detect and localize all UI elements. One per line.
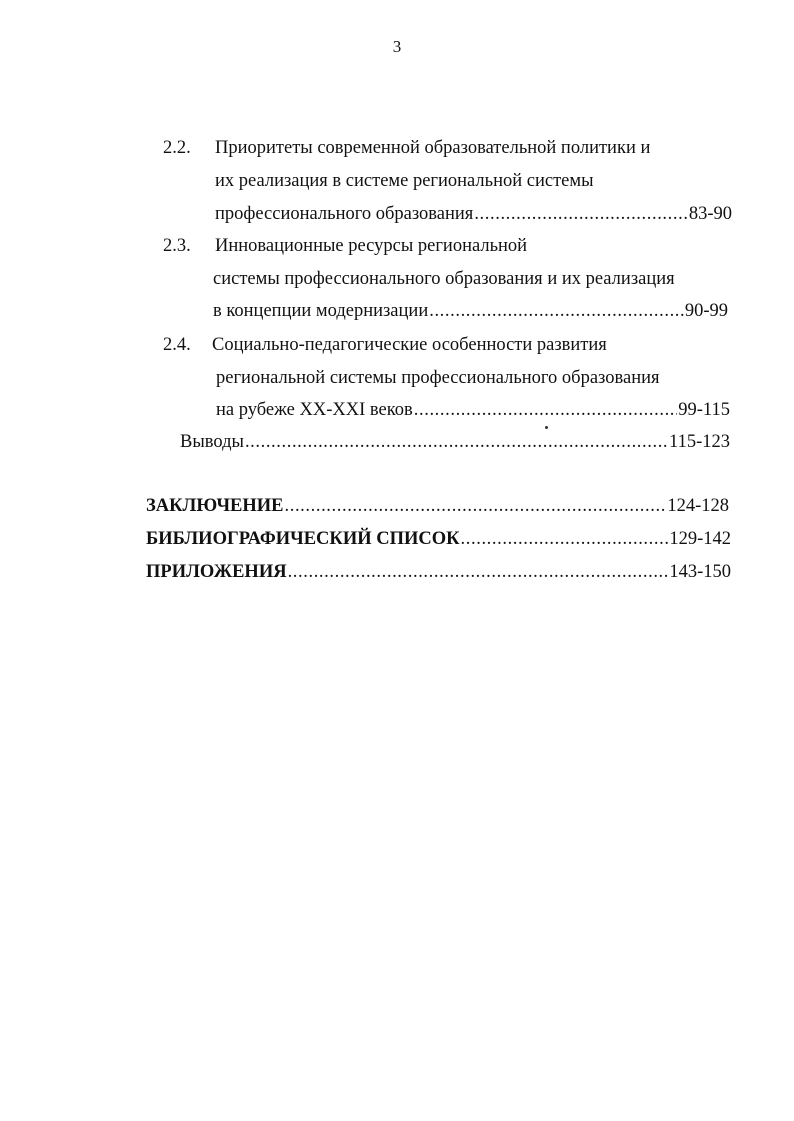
conclusion-label: ЗАКЛЮЧЕНИЕ (146, 496, 284, 516)
toc-leader-line (216, 398, 730, 422)
page-range: 99-115 (678, 400, 730, 420)
dot-leader (429, 299, 684, 323)
page-range: 115-123 (669, 432, 730, 452)
section-title-line: Приоритеты современной образовательной политики и (215, 138, 651, 158)
page-range: 90-99 (684, 301, 728, 321)
section-title-line: региональной системы профессионального образования (216, 368, 660, 388)
toc-entry-conclusions (180, 430, 730, 454)
page-number: 3 (392, 37, 402, 56)
toc-entry-bibliography (146, 527, 731, 551)
section-title-line: системы профессионального образования и их реализация (213, 269, 675, 289)
page-range: 143-150 (669, 562, 731, 582)
page-range: 129-142 (669, 529, 731, 549)
section-title-line: профессионального образования (215, 204, 474, 224)
toc-entry-appendices (146, 560, 731, 584)
toc-leader-line (213, 299, 728, 323)
dot-leader (288, 560, 669, 584)
scan-speck (545, 426, 548, 429)
bibliography-label: БИБЛИОГРАФИЧЕСКИЙ СПИСОК (146, 529, 460, 549)
dot-leader (285, 494, 667, 518)
section-title-line: на рубеже XX-XXI веков (216, 400, 413, 420)
section-title-line: их реализация в системе региональной системы (215, 171, 594, 191)
dot-leader (461, 527, 669, 551)
toc-leader-line (215, 202, 732, 226)
appendices-label: ПРИЛОЖЕНИЯ (146, 562, 287, 582)
dot-leader (245, 430, 668, 454)
conclusions-label: Выводы (180, 432, 244, 452)
section-number: 2.4. (163, 335, 191, 355)
dot-leader (474, 202, 688, 226)
section-title-line: в концепции модернизации (213, 301, 429, 321)
section-title-line: Социально-педагогические особенности развития (212, 335, 607, 355)
page-range: 124-128 (667, 496, 729, 516)
section-number: 2.3. (163, 236, 191, 256)
section-title-line: Инновационные ресурсы региональной (215, 236, 528, 256)
section-number: 2.2. (163, 138, 191, 158)
dot-leader (414, 398, 678, 422)
toc-entry-conclusion (146, 494, 729, 518)
page-range: 83-90 (688, 204, 732, 224)
